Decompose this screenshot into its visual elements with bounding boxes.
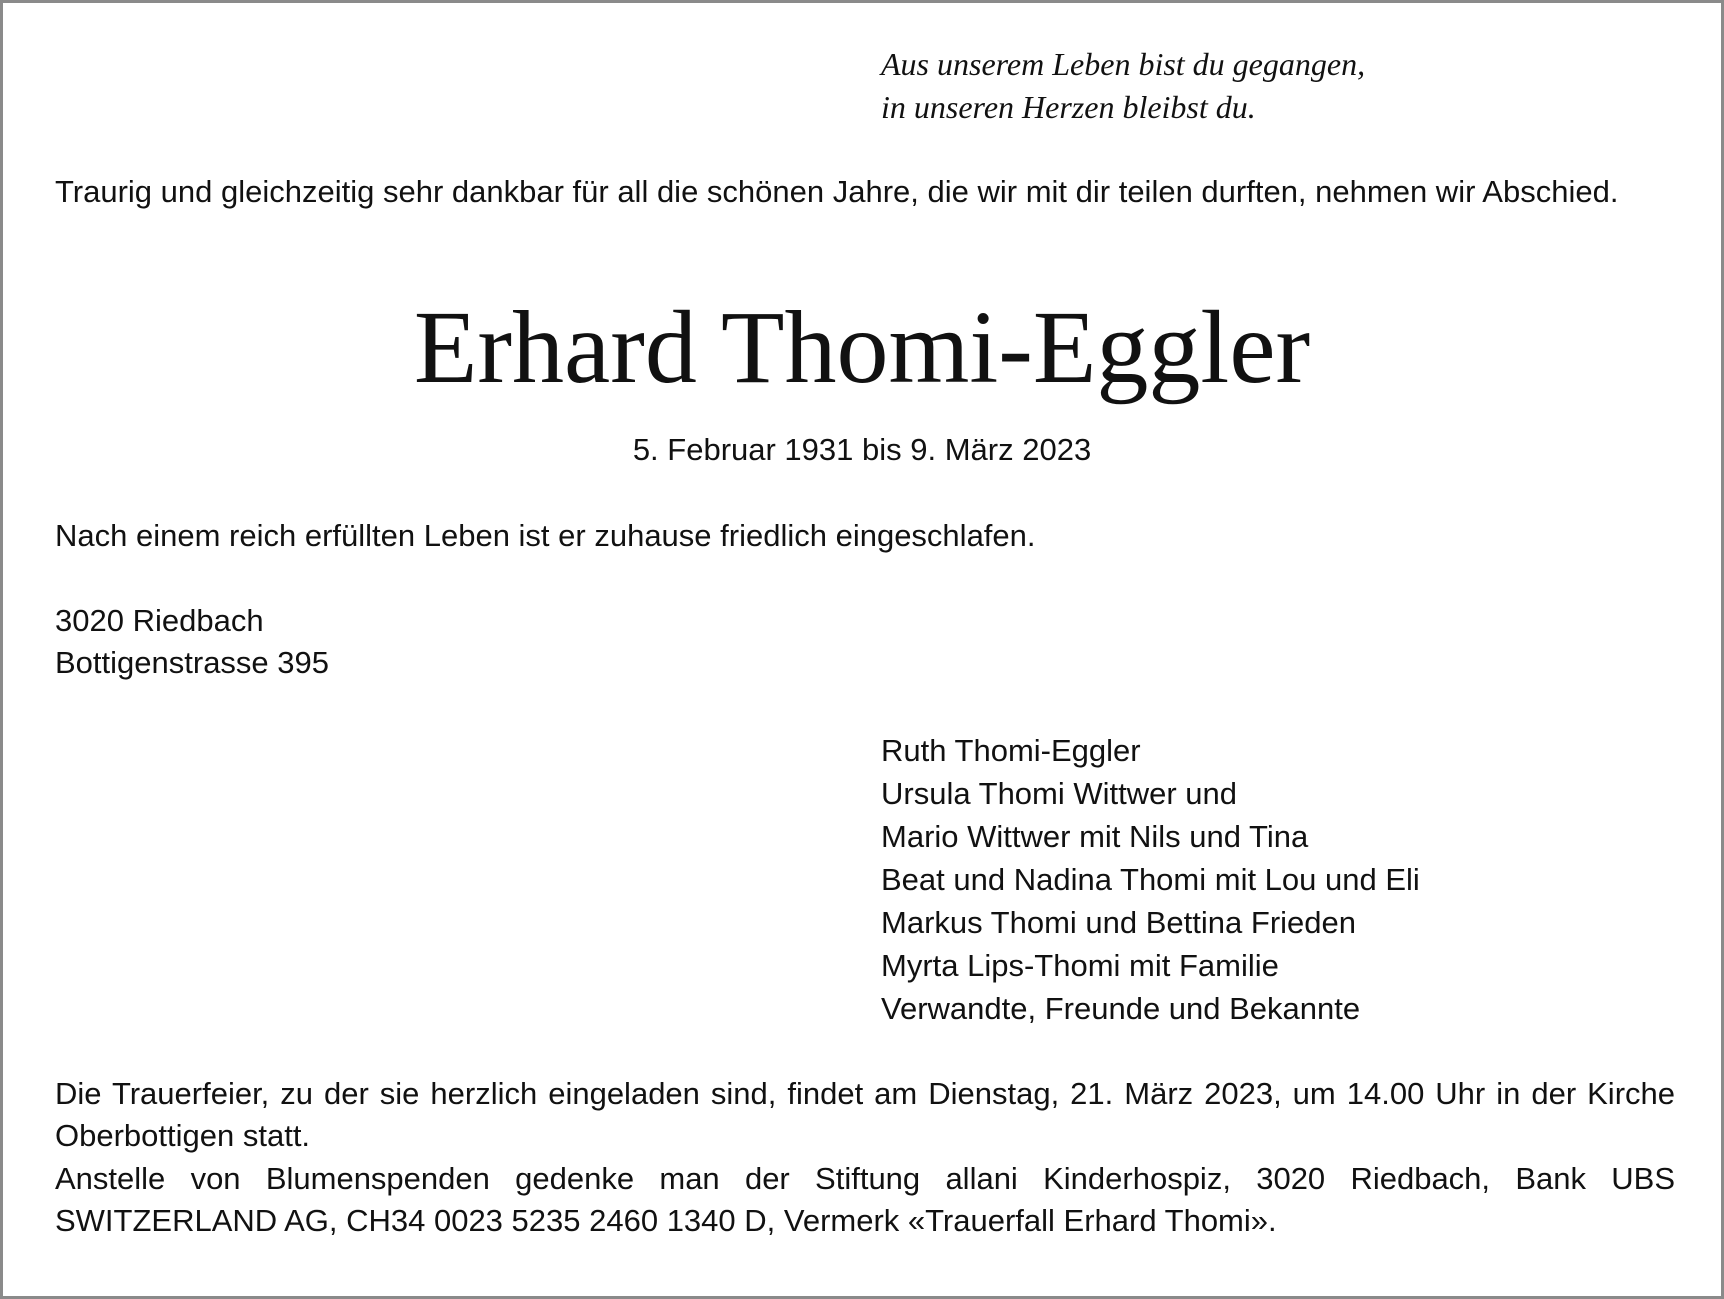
- deceased-name: Erhard Thomi-Eggler: [413, 290, 1311, 405]
- motto-line: Aus unserem Leben bist du gegangen,: [881, 46, 1366, 82]
- life-dates: 5. Februar 1931 bis 9. März 2023: [632, 432, 1092, 467]
- donation-notice: Anstelle von Blumenspenden gedenke man der Stiftung allani Kinderhospiz, 3020 Riedbach, Bank UBS SWITZERLAND AG, CH34 0023 5235 2460 1340 D, Vermerk «Trauerfall Erhard Thomi».: [55, 1161, 1675, 1238]
- address-line: Bottigenstrasse 395: [55, 645, 330, 680]
- mourner-entry: Ruth Thomi-Eggler: [881, 733, 1141, 768]
- motto-verse: [881, 43, 1365, 129]
- address-block: [55, 600, 1675, 684]
- funeral-notice: Die Trauerfeier, zu der sie herzlich eingeladen sind, findet am Dienstag, 21. März 2023, um 14.00 Uhr in der Kirche Oberbottigen statt.: [55, 1076, 1675, 1153]
- mourners-list: [881, 729, 1420, 1030]
- life-statement: Nach einem reich erfüllten Leben ist er zuhause friedlich eingeschlafen.: [55, 518, 1036, 553]
- intro-text: Traurig und gleichzeitig sehr dankbar für all die schönen Jahre, die wir mit dir teilen durften, nehmen wir Abschied.: [55, 174, 1619, 209]
- address-line: 3020 Riedbach: [55, 603, 264, 638]
- motto-line: in unseren Herzen bleibst du.: [881, 89, 1256, 125]
- mourner-entry: Ursula Thomi Wittwer und: [881, 776, 1238, 811]
- mourner-entry: Mario Wittwer mit Nils und Tina: [881, 819, 1309, 854]
- mourner-entry: Myrta Lips-Thomi mit Familie: [881, 948, 1279, 983]
- mourner-entry: Verwandte, Freunde und Bekannte: [881, 991, 1361, 1026]
- mourner-entry: Beat und Nadina Thomi mit Lou und Eli: [881, 862, 1420, 897]
- mourner-entry: Markus Thomi und Bettina Frieden: [881, 905, 1356, 940]
